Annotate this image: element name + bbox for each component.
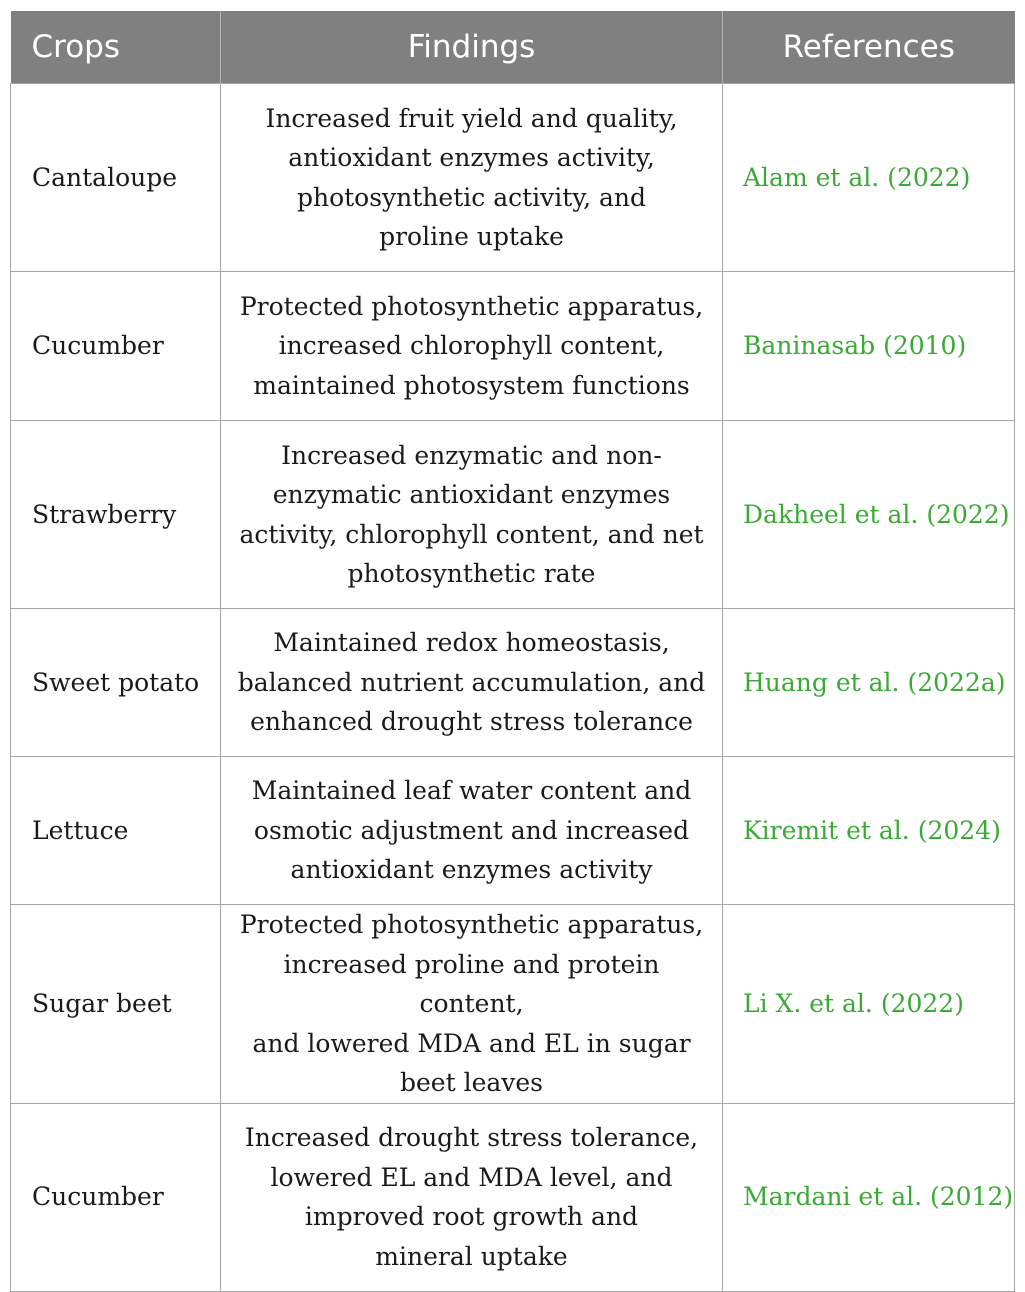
crop-cell: Lettuce: [11, 757, 221, 905]
crop-cell: Cucumber: [11, 1103, 221, 1291]
findings-cell: [221, 421, 723, 609]
column-header-crops: Crops: [11, 11, 221, 84]
crop-cell: Cantaloupe: [11, 84, 221, 272]
findings-line: increased chlorophyll content,: [278, 331, 665, 361]
findings-line: antioxidant enzymes activity,: [288, 143, 655, 172]
crop-cell: Sweet potato: [11, 609, 221, 757]
findings-line: Protected photosynthetic apparatus,: [239, 291, 704, 321]
findings-line: photosynthetic rate: [347, 559, 596, 588]
findings-line: beet leaves: [399, 1068, 544, 1097]
findings-line: antioxidant enzymes activity: [290, 855, 653, 885]
findings-line: Increased enzymatic and non-: [281, 440, 662, 470]
column-header-references: References: [723, 11, 1015, 84]
reference-link[interactable]: Mardani et al. (2012): [723, 1103, 1015, 1291]
crop-findings-table: [10, 11, 1015, 1292]
findings-cell: [221, 757, 723, 905]
findings-line: increased proline and protein content,: [283, 949, 660, 1018]
table-row: [11, 609, 1015, 757]
findings-line: enzymatic antioxidant enzymes: [272, 480, 671, 509]
findings-line: Maintained leaf water content and: [251, 776, 692, 806]
header-row: [11, 11, 1015, 84]
findings-line: and lowered MDA and EL in sugar: [252, 1028, 691, 1058]
reference-link[interactable]: Huang et al. (2022a): [723, 609, 1015, 757]
findings-cell: [221, 84, 723, 272]
table-body: [11, 84, 1015, 1292]
crop-cell: Strawberry: [11, 421, 221, 609]
table-header: [11, 11, 1015, 84]
findings-line: maintained photosystem functions: [253, 370, 690, 400]
reference-link[interactable]: Dakheel et al. (2022): [723, 421, 1015, 609]
findings-line: Increased drought stress tolerance,: [244, 1123, 699, 1152]
findings-cell: [221, 905, 723, 1104]
reference-link[interactable]: Baninasab (2010): [723, 272, 1015, 421]
findings-line: proline uptake: [379, 222, 564, 251]
table-row: [11, 421, 1015, 609]
findings-line: improved root growth and: [304, 1202, 639, 1231]
findings-line: balanced nutrient accumulation, and: [237, 667, 706, 697]
findings-line: osmotic adjustment and increased: [253, 815, 690, 845]
table-row: [11, 272, 1015, 421]
findings-line: Protected photosynthetic apparatus,: [239, 910, 704, 939]
findings-line: mineral uptake: [375, 1241, 568, 1271]
reference-link[interactable]: Alam et al. (2022): [723, 84, 1015, 272]
table-row: [11, 1103, 1015, 1291]
table-row: [11, 905, 1015, 1104]
crop-cell: Cucumber: [11, 272, 221, 421]
reference-link[interactable]: Li X. et al. (2022): [723, 905, 1015, 1104]
findings-line: photosynthetic activity, and: [296, 182, 647, 212]
findings-line: Increased fruit yield and quality,: [265, 103, 678, 133]
findings-cell: [221, 272, 723, 421]
column-header-findings: Findings: [221, 11, 723, 84]
findings-line: lowered EL and MDA level, and: [270, 1162, 673, 1192]
reference-link[interactable]: Kiremit et al. (2024): [723, 757, 1015, 905]
table-row: [11, 757, 1015, 905]
findings-cell: [221, 1103, 723, 1291]
crop-cell: Sugar beet: [11, 905, 221, 1104]
findings-line: enhanced drought stress tolerance: [250, 707, 693, 737]
findings-line: activity, chlorophyll content, and net: [239, 519, 704, 549]
findings-line: Maintained redox homeostasis,: [273, 628, 670, 658]
findings-cell: [221, 609, 723, 757]
table-row: [11, 84, 1015, 272]
